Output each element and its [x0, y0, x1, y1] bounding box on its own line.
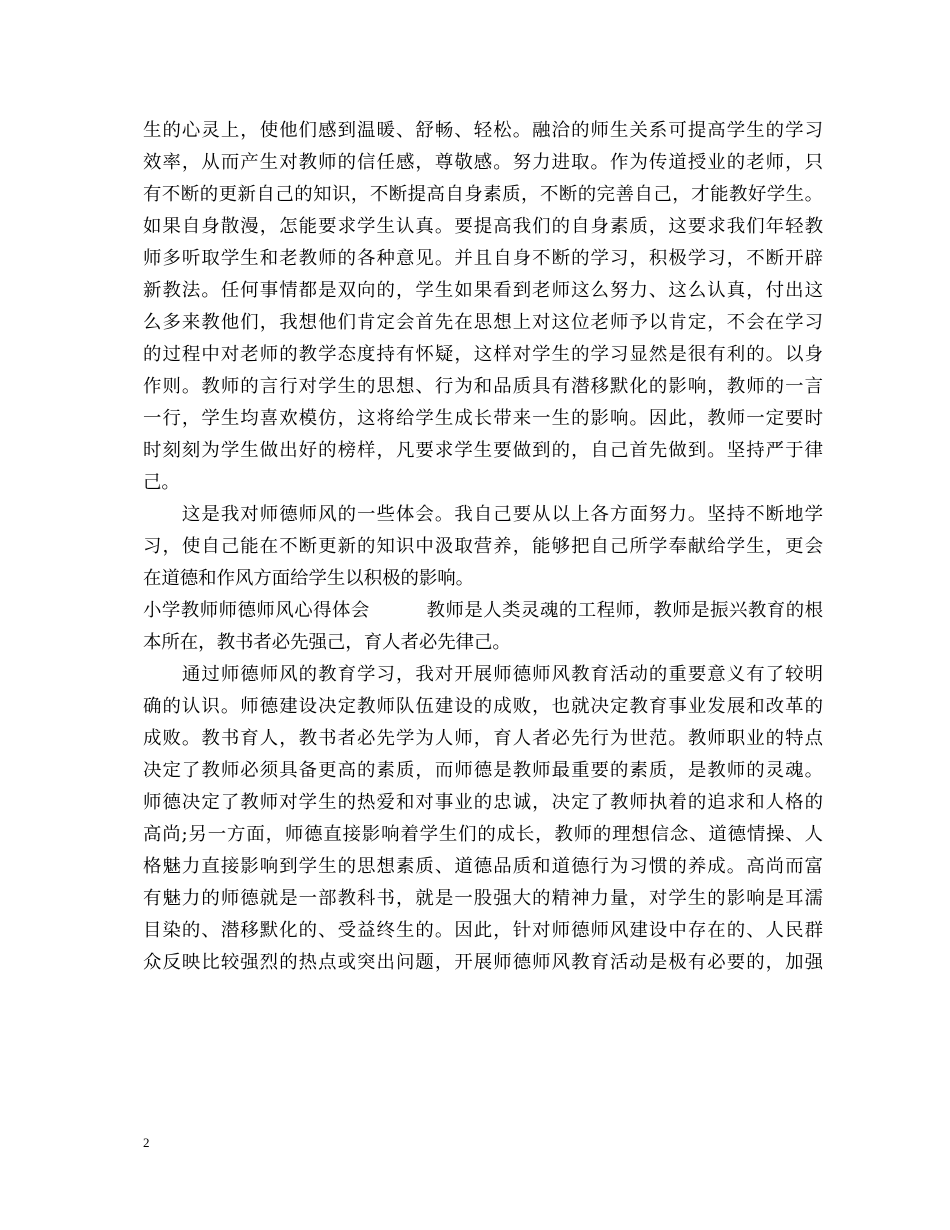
body-text-line: 一行，学生均喜欢模仿，这将给学生成长带来一生的影响。因此，教师一定要时	[143, 408, 823, 429]
body-text-line: 这是我对师德师风的一些体会。我自己要从以上各方面努力。坚持不断地学	[143, 504, 823, 525]
body-text-line: 如果自身散漫，怎能要求学生认真。要提高我们的自身素质，这要求我们年轻教	[143, 216, 823, 237]
body-text-line: 有不断的更新自己的知识，不断提高自身素质，不断的完善自己，才能教好学生。	[143, 184, 823, 205]
body-text-line: 的过程中对老师的教学态度持有怀疑，这样对学生的学习显然是很有利的。以身	[143, 344, 823, 365]
document-body	[143, 115, 823, 979]
body-text-line: 作则。教师的言行对学生的思想、行为和品质具有潜移默化的影响，教师的一言	[143, 376, 823, 397]
body-text-line: 在道德和作风方面给学生以积极的影响。	[143, 568, 475, 589]
body-text-line: 师德决定了教师对学生的热爱和对事业的忠诚，决定了教师执着的追求和人格的	[143, 792, 823, 813]
body-text-line: 目染的、潜移默化的、受益终生的。因此，针对师德师风建设中存在的、人民群	[143, 920, 823, 941]
body-text-line: 众反映比较强烈的热点或突出问题，开展师德师风教育活动是极有必要的，加强	[143, 952, 823, 973]
body-text-line: 格魅力直接影响到学生的思想素质、道德品质和道德行为习惯的养成。高尚而富	[143, 856, 823, 877]
body-text-line: 成败。教书育人，教书者必先学为人师，育人者必先行为世范。教师职业的特点	[143, 728, 823, 749]
body-text-line: 决定了教师必须具备更高的素质，而师德是教师最重要的素质，是教师的灵魂。	[143, 760, 823, 781]
section-heading-line: 小学教师师德师风心得体会 教师是人类灵魂的工程师，教师是振兴教育的根	[143, 600, 823, 621]
body-text-line: 新教法。任何事情都是双向的，学生如果看到老师这么努力、这么认真，付出这	[143, 280, 823, 301]
body-text-line: 师多听取学生和老教师的各种意见。并且自身不断的学习，积极学习，不断开辟	[143, 248, 823, 269]
body-text-line: 效率，从而产生对教师的信任感，尊敬感。努力进取。作为传道授业的老师，只	[143, 152, 823, 173]
body-text-line: 生的心灵上，使他们感到温暖、舒畅、轻松。融洽的师生关系可提高学生的学习	[143, 120, 823, 141]
body-text-line: 习，使自己能在不断更新的知识中汲取营养，能够把自己所学奉献给学生，更会	[143, 536, 823, 557]
body-text-line: 本所在，教书者必先强己，育人者必先律己。	[143, 632, 511, 653]
body-text-line: 时刻刻为学生做出好的榜样，凡要求学生要做到的，自己首先做到。坚持严于律	[143, 440, 823, 461]
page-number: 2	[143, 1135, 150, 1150]
body-text-line: 己。	[143, 472, 180, 493]
body-text-line: 确的认识。师德建设决定教师队伍建设的成败，也就决定教育事业发展和改革的	[143, 696, 823, 717]
body-text-line: 有魅力的师德就是一部教科书，就是一股强大的精神力量，对学生的影响是耳濡	[143, 888, 823, 909]
body-text-line: 通过师德师风的教育学习，我对开展师德师风教育活动的重要意义有了较明	[143, 664, 823, 685]
body-text-line: 么多来教他们，我想他们肯定会首先在思想上对这位老师予以肯定，不会在学习	[143, 312, 823, 333]
body-text-line: 高尚;另一方面，师德直接影响着学生们的成长，教师的理想信念、道德情操、人	[143, 824, 823, 845]
